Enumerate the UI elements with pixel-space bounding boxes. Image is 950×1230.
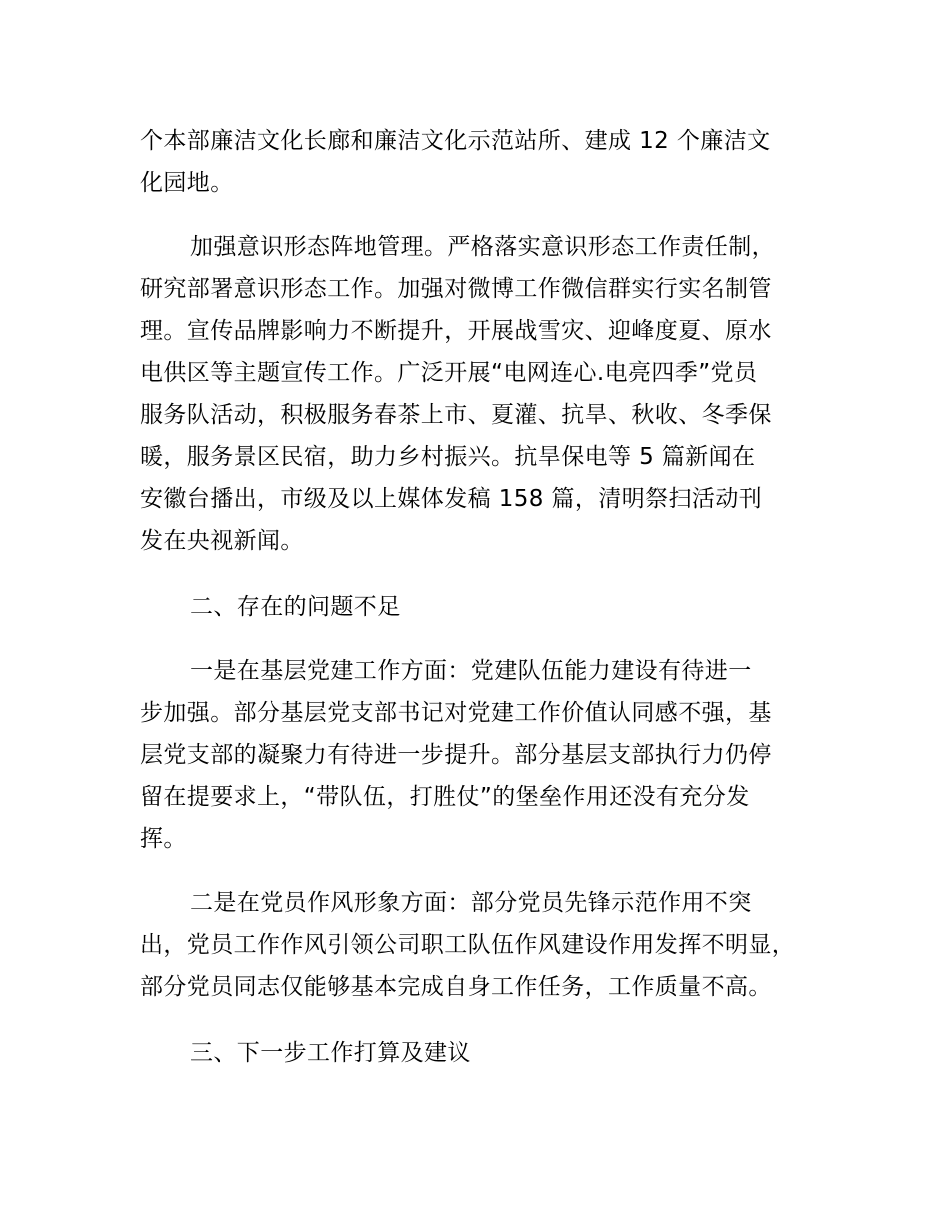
text-line: 发在央视新闻。 bbox=[140, 528, 304, 554]
text-line: 留在提要求上，“带队伍，打胜仗”的堡垒作用还没有充分发 bbox=[140, 784, 750, 810]
text-line: 服务队活动，积极服务春茶上市、夏灌、抗旱、秋收、冬季保 bbox=[140, 402, 772, 428]
text-line: 出，党员工作作风引领公司职工队伍作风建设作用发挥不明显， bbox=[140, 932, 796, 958]
text-line: 一是在基层党建工作方面：党建队伍能力建设有待进一 bbox=[190, 658, 752, 684]
text-line: 步加强。部分基层党支部书记对党建工作价值认同感不强，基 bbox=[140, 700, 772, 726]
text-line: 暖，服务景区民宿，助力乡村振兴。抗旱保电等 5 篇新闻在 bbox=[140, 444, 756, 470]
text-line: 层党支部的凝聚力有待进一步提升。部分基层支部执行力仍停 bbox=[140, 742, 772, 768]
text-line: 部分党员同志仅能够基本完成自身工作任务，工作质量不高。 bbox=[140, 974, 772, 1000]
text-line: 加强意识形态阵地管理。严格落实意识形态工作责任制， bbox=[190, 234, 775, 260]
text-line: 理。宣传品牌影响力不断提升，开展战雪灾、迎峰度夏、原水 bbox=[140, 318, 772, 344]
text-line: 挥。 bbox=[140, 826, 187, 852]
text-line: 安徽台播出，市级及以上媒体发稿 158 篇，清明祭扫活动刊 bbox=[140, 486, 763, 512]
section-heading-next-steps: 三、下一步工作打算及建议 bbox=[190, 1040, 471, 1066]
text-line: 个本部廉洁文化长廊和廉洁文化示范站所、建成 12 个廉洁文 bbox=[140, 128, 771, 154]
text-line: 研究部署意识形态工作。加强对微博工作微信群实行实名制管 bbox=[140, 276, 772, 302]
text-line: 化园地。 bbox=[140, 170, 234, 196]
section-heading-problems: 二、存在的问题不足 bbox=[190, 594, 401, 620]
text-line: 二是在党员作风形象方面：部分党员先锋示范作用不突 bbox=[190, 890, 752, 916]
text-line: 电供区等主题宣传工作。广泛开展“电网连心.电亮四季”党员 bbox=[140, 360, 758, 386]
